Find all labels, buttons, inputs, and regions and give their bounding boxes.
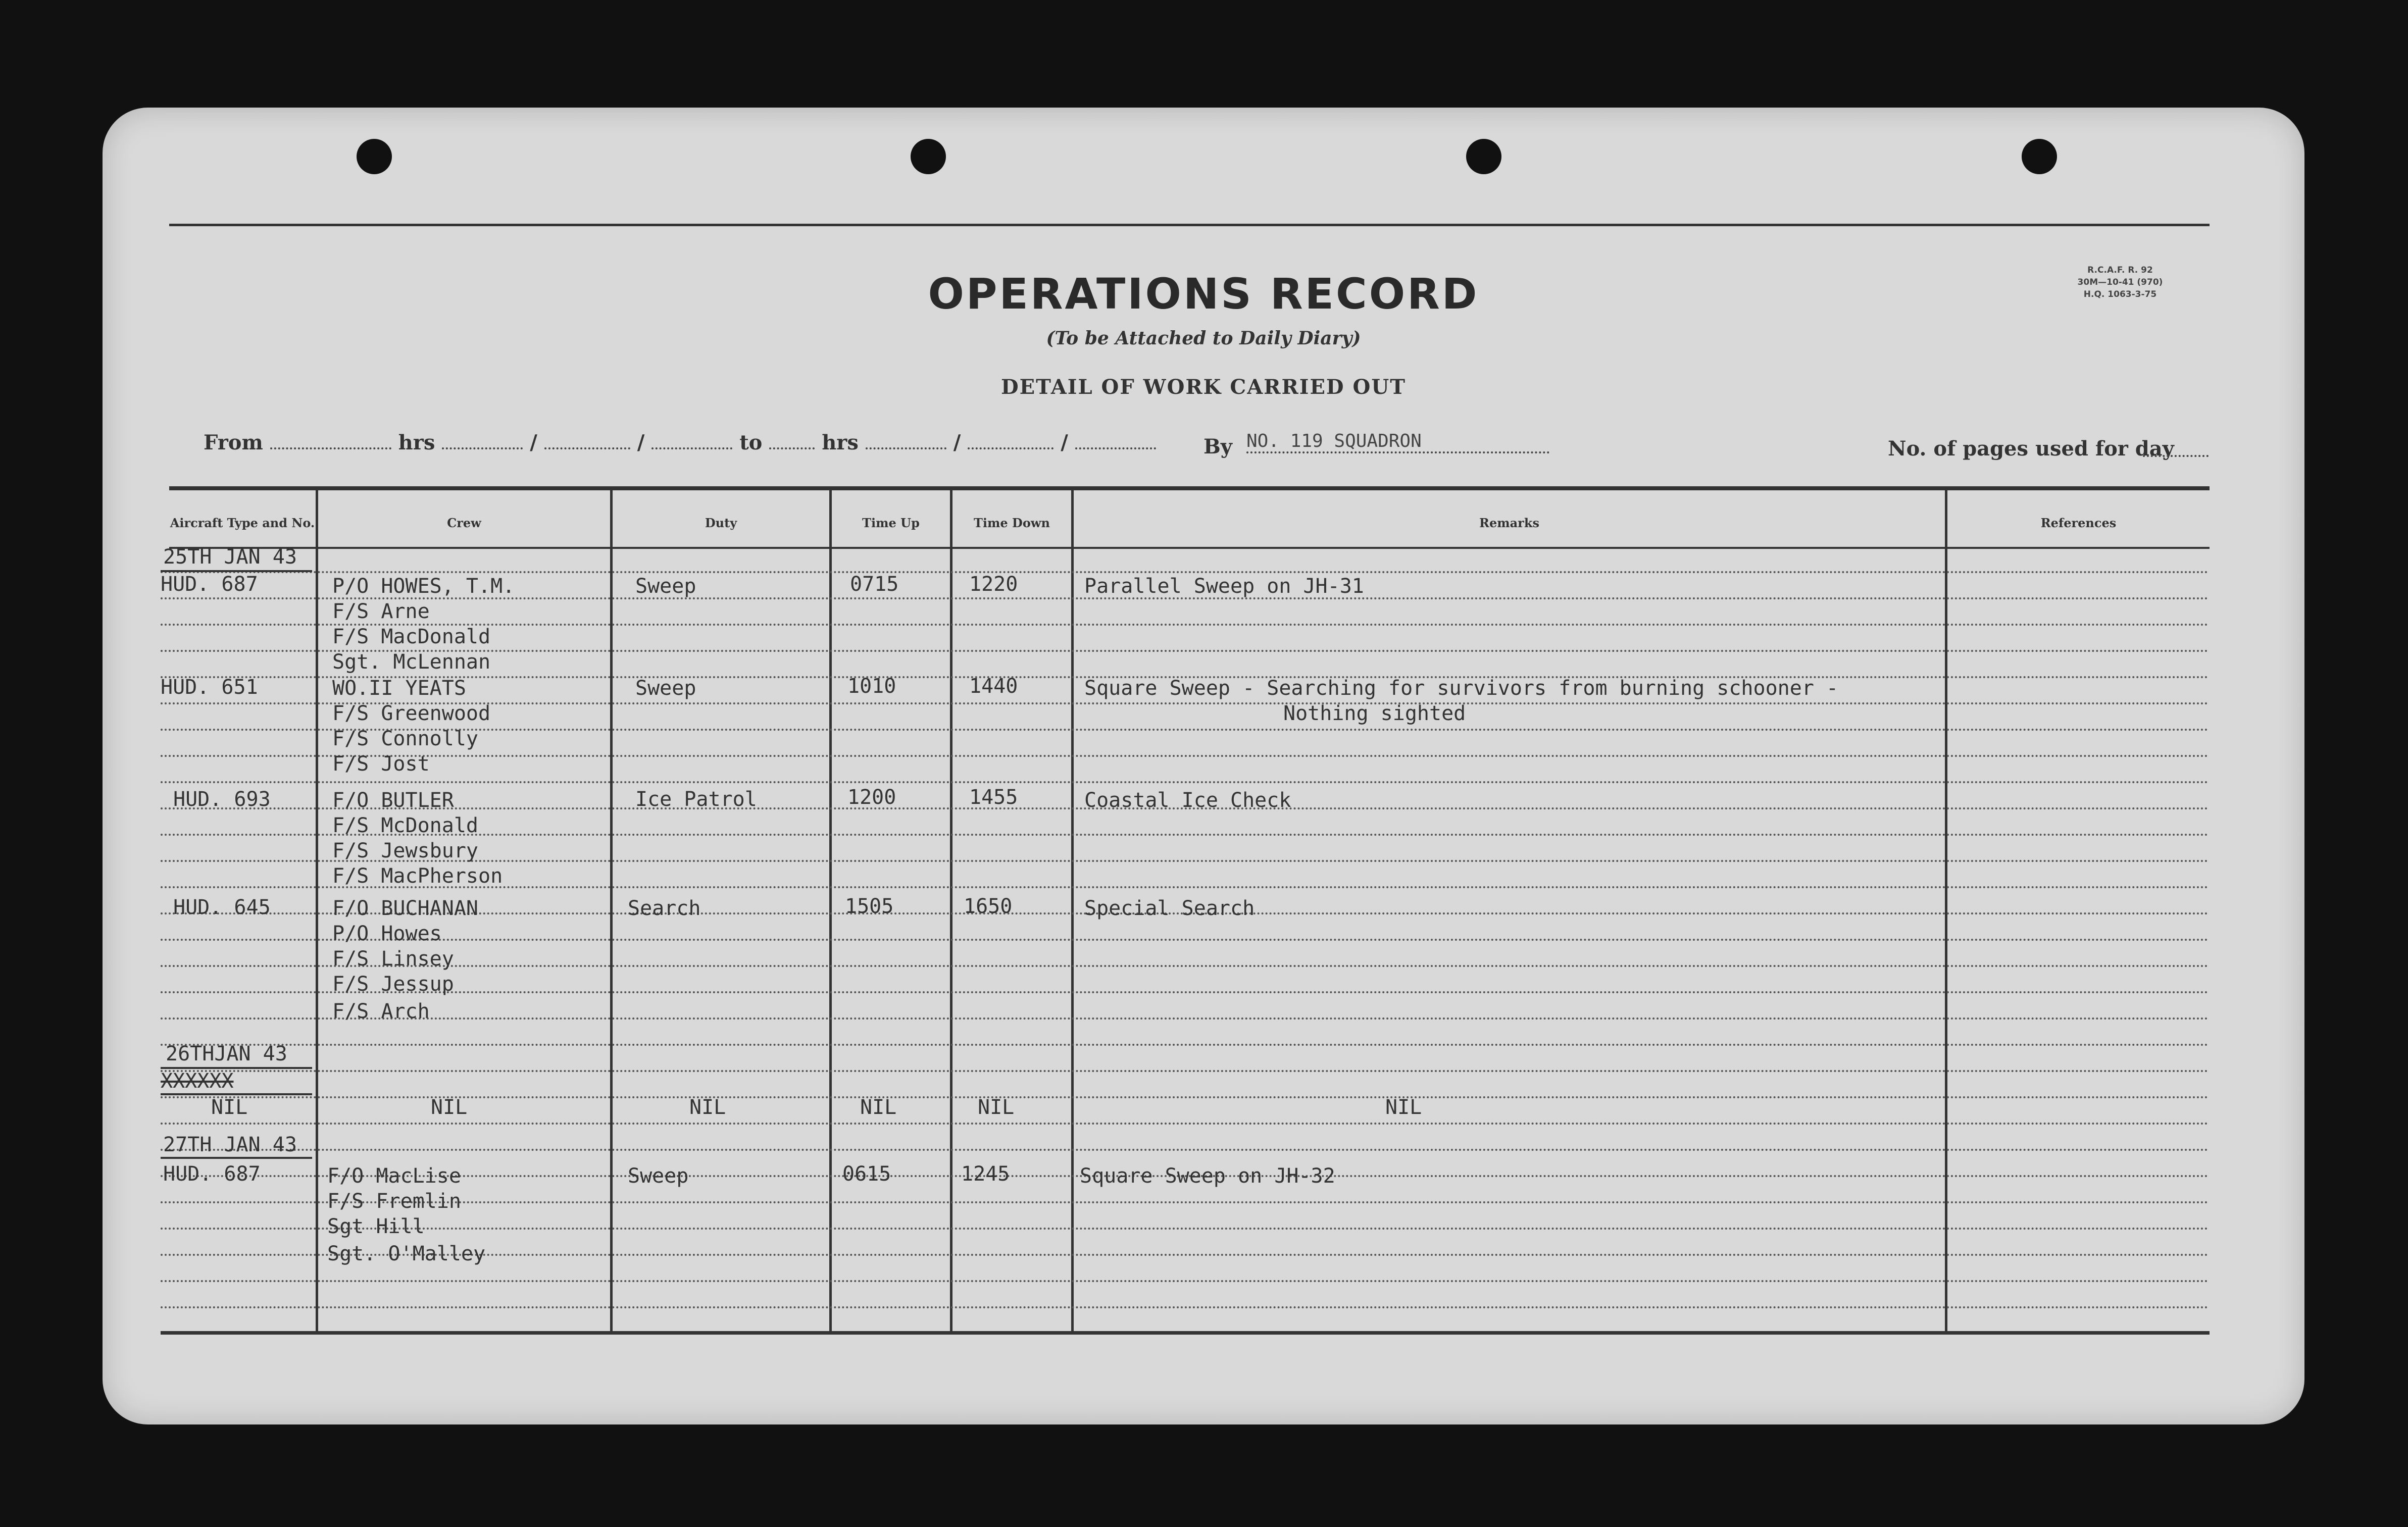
ruled-line xyxy=(161,1044,2210,1046)
time-down-cell: 1220 xyxy=(969,573,1018,596)
from-to-field-row xyxy=(204,431,1156,454)
form-code xyxy=(2060,264,2181,300)
crew-cell: Sgt. McLennan xyxy=(332,650,491,674)
operations-record-sheet xyxy=(103,108,2304,1424)
crew-cell: P/O HOWES, T.M. xyxy=(332,575,515,598)
ruled-line xyxy=(161,1228,2210,1230)
crew-cell: F/S Arne xyxy=(332,600,430,623)
crew-cell: P/O Howes xyxy=(332,922,442,945)
aircraft-cell: HUD. 693 xyxy=(173,788,271,811)
crew-cell: WO.II YEATS xyxy=(332,677,466,700)
slash-separator: / xyxy=(1061,431,1068,454)
hrs-label: hrs xyxy=(398,431,435,454)
date-label: 26THJAN 43 xyxy=(166,1042,287,1065)
ruled-line xyxy=(161,1017,2210,1020)
crew-cell: F/S Connolly xyxy=(332,727,478,750)
ruled-line xyxy=(161,991,2210,993)
duty-cell: Search xyxy=(628,897,701,920)
time-up-cell: 1505 xyxy=(845,895,894,918)
remarks-cell: Square Sweep on JH-32 xyxy=(1080,1164,1335,1188)
crew-cell: F/S McDonald xyxy=(332,814,478,837)
ruled-line xyxy=(161,571,2210,573)
header-bottom-rule xyxy=(169,547,2210,549)
date-label: 27TH JAN 43 xyxy=(163,1133,297,1156)
column-header-aircraft: Aircraft Type and No. xyxy=(170,516,315,530)
crew-cell: F/S Jost xyxy=(332,752,430,776)
crew-cell: F/O BUCHANAN xyxy=(332,897,478,920)
ruled-line xyxy=(161,1070,2210,1072)
column-header-time-up: Time Up xyxy=(862,516,920,530)
time-down-cell: 1650 xyxy=(964,895,1013,918)
form-detail-heading: DETAIL OF WORK CARRIED OUT xyxy=(1000,375,1407,399)
time-up-cell: 1200 xyxy=(847,786,896,809)
crew-cell: F/S MacDonald xyxy=(332,625,491,648)
date-underline xyxy=(161,1093,312,1095)
time-up-cell: 1010 xyxy=(847,675,896,698)
duty-cell: Sweep xyxy=(635,575,696,598)
struck-date-text: XXXXXX xyxy=(161,1070,234,1093)
time-up-cell: NIL xyxy=(860,1096,897,1119)
table-top-rule xyxy=(169,486,2210,490)
column-divider xyxy=(950,489,952,1331)
form-code-line: 30M—10-41 (970) xyxy=(2077,277,2163,287)
crew-cell: F/S Fremlin xyxy=(327,1190,461,1213)
ruled-line xyxy=(161,1096,2210,1098)
form-code-line: H.Q. 1063-3-75 xyxy=(2083,289,2157,299)
crew-cell: Sgt Hill xyxy=(327,1215,425,1238)
date-underline xyxy=(161,570,312,572)
aircraft-cell: HUD. 651 xyxy=(161,676,258,699)
duty-cell: Sweep xyxy=(628,1164,689,1188)
time-up-cell: 0615 xyxy=(842,1162,891,1186)
pages-used-field xyxy=(2143,441,2209,457)
time-up-cell: 0715 xyxy=(850,573,899,596)
time-down-cell: NIL xyxy=(978,1096,1015,1119)
punch-hole xyxy=(911,139,946,174)
ruled-line xyxy=(161,1201,2210,1203)
ruled-line xyxy=(161,1149,2210,1151)
slash-separator: / xyxy=(530,431,537,454)
time-down-cell: 1440 xyxy=(969,675,1018,698)
ruled-line xyxy=(161,965,2210,967)
crew-cell: F/O BUTLER xyxy=(332,789,454,812)
duty-cell: Ice Patrol xyxy=(635,788,757,811)
crew-cell: F/O MacLise xyxy=(327,1164,461,1188)
remarks-cell: Nothing sighted xyxy=(1283,702,1466,725)
crew-cell: F/S Jewsbury xyxy=(332,839,478,862)
punch-hole xyxy=(2022,139,2057,174)
from-label: From xyxy=(204,431,263,454)
crew-cell: F/S MacPherson xyxy=(332,864,503,888)
column-header-time-down: Time Down xyxy=(974,516,1050,530)
time-down-cell: 1245 xyxy=(961,1162,1010,1186)
by-label: By xyxy=(1203,435,1233,459)
form-code-line: R.C.A.F. R. 92 xyxy=(2087,265,2153,275)
ruled-line xyxy=(161,1123,2210,1125)
squadron-field: NO. 119 SQUADRON xyxy=(1246,431,1549,453)
crew-cell: F/S Arch xyxy=(332,1000,430,1023)
column-divider xyxy=(829,489,832,1331)
remarks-cell: Special Search xyxy=(1084,897,1255,920)
ruled-line xyxy=(161,755,2210,757)
remarks-cell: NIL xyxy=(1385,1096,1422,1119)
date-underline xyxy=(161,1157,312,1159)
crew-cell: F/S Greenwood xyxy=(332,702,491,725)
hrs-label: hrs xyxy=(822,431,859,454)
time-down-cell: 1455 xyxy=(969,786,1018,809)
slash-separator: / xyxy=(637,431,645,454)
ruled-line xyxy=(161,1306,2210,1308)
form-title: OPERATIONS RECORD xyxy=(928,269,1479,319)
remarks-cell: Square Sweep - Searching for survivors from burning schooner - xyxy=(1084,677,1839,700)
crew-cell: F/S Jessup xyxy=(332,973,454,996)
punch-hole xyxy=(357,139,392,174)
column-header-duty: Duty xyxy=(705,516,737,530)
aircraft-cell: HUD. 687 xyxy=(163,1162,261,1186)
column-header-references: References xyxy=(2040,516,2117,530)
form-subtitle: (To be Attached to Daily Diary) xyxy=(1046,328,1361,349)
punch-hole xyxy=(1466,139,1501,174)
ruled-line xyxy=(161,939,2210,941)
column-divider xyxy=(610,489,613,1331)
duty-cell: NIL xyxy=(689,1096,726,1119)
duty-cell: Sweep xyxy=(635,677,696,700)
crew-cell: F/S Linsey xyxy=(332,947,454,971)
top-rule xyxy=(169,224,2210,226)
remarks-cell: Coastal Ice Check xyxy=(1084,789,1291,812)
date-underline xyxy=(161,1067,312,1069)
column-divider xyxy=(1945,489,1947,1331)
to-label: to xyxy=(739,431,763,454)
column-divider xyxy=(316,489,318,1331)
aircraft-cell: HUD. 645 xyxy=(173,896,271,919)
pages-used-label: No. of pages used for day xyxy=(1888,437,2174,461)
column-header-remarks: Remarks xyxy=(1479,516,1539,530)
date-label: 25TH JAN 43 xyxy=(163,545,297,569)
column-divider xyxy=(1071,489,1074,1331)
ruled-line xyxy=(161,781,2210,783)
crew-cell: Sgt. O'Malley xyxy=(327,1242,486,1265)
slash-separator: / xyxy=(953,431,961,454)
aircraft-cell: HUD. 687 xyxy=(161,573,258,596)
aircraft-cell: NIL xyxy=(211,1096,248,1119)
crew-cell: NIL xyxy=(431,1096,468,1119)
remarks-cell: Parallel Sweep on JH-31 xyxy=(1084,575,1364,598)
table-bottom-rule xyxy=(161,1331,2210,1335)
ruled-line xyxy=(161,1280,2210,1282)
column-header-crew: Crew xyxy=(447,516,481,530)
